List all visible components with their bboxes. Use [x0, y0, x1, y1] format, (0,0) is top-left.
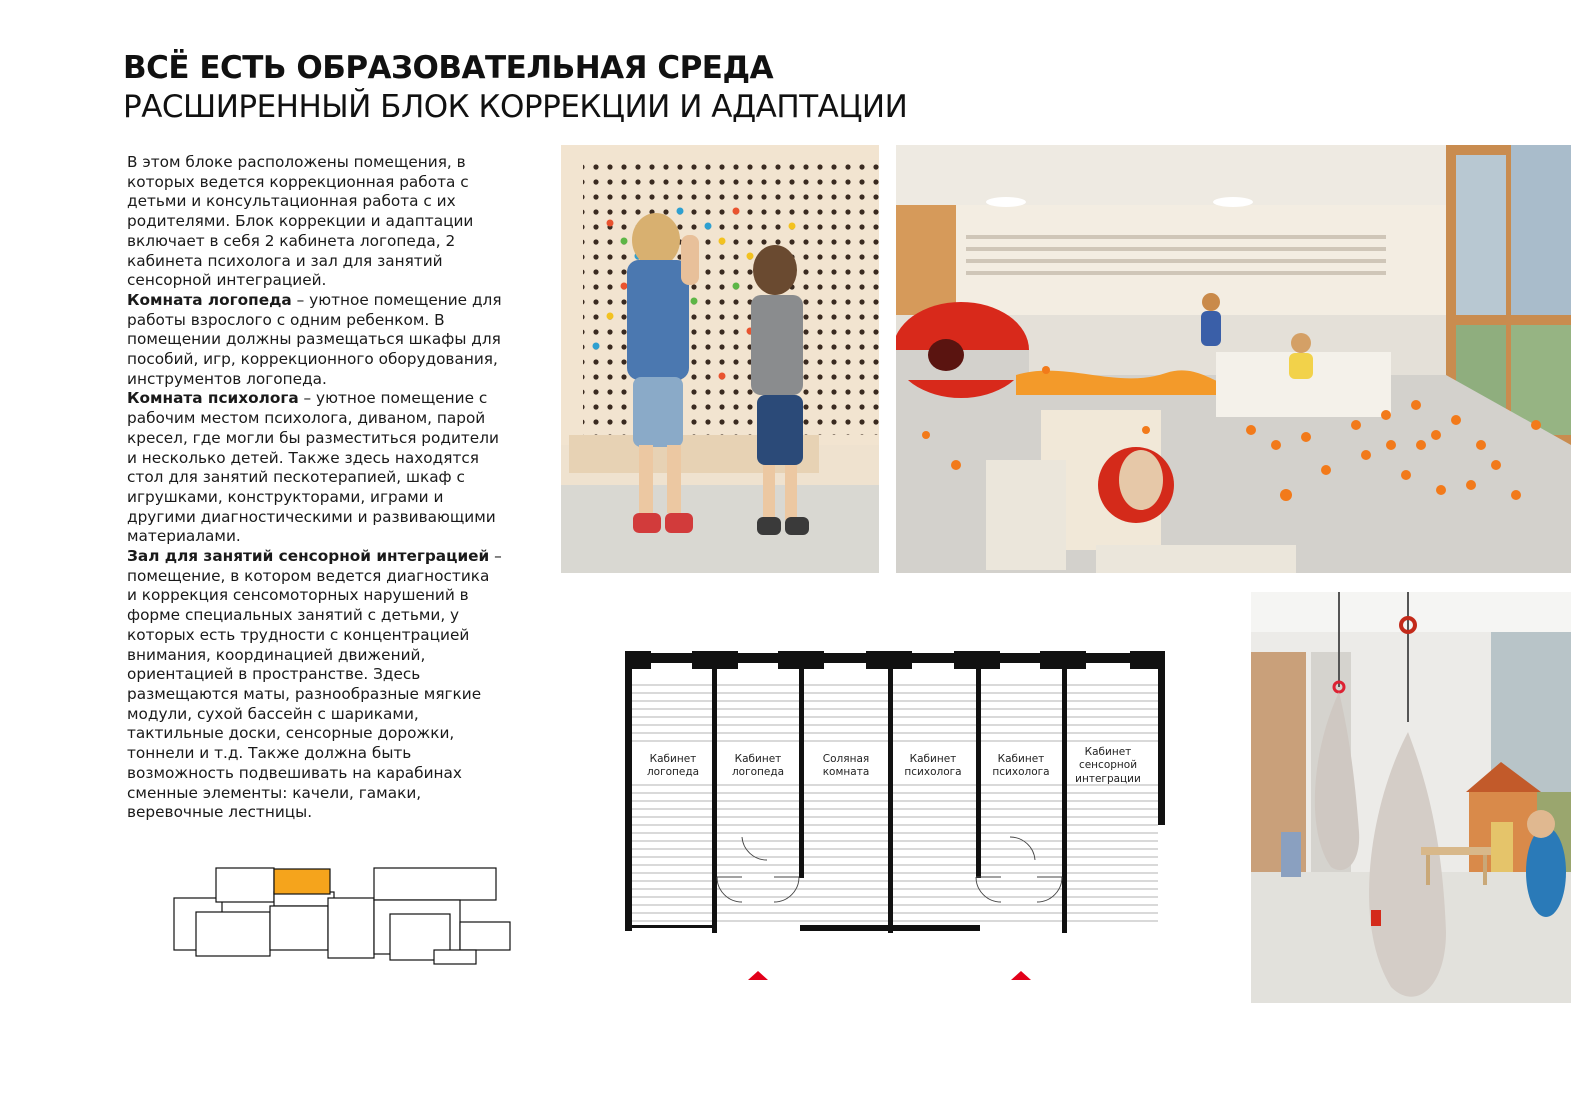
sensory-heading: Зал для занятий сенсорной интеграцией [127, 547, 490, 566]
psych-body: – уютное помещение с рабочим местом психолога, диваном, парой кресел, где могли бы разместиться родители и несколько детей. Также здесь находятся стол для занятий пескотерапией, шкаф с игрушками, конструкторами, играми и другими диагностическими и развивающими материалами. [127, 389, 499, 546]
psych-paragraph [127, 389, 502, 547]
floor-plan [620, 645, 1170, 990]
logoped-paragraph [127, 291, 502, 390]
key-plan [170, 866, 515, 966]
highlighted-block [274, 869, 330, 894]
room-label-4b: психолога [904, 766, 962, 778]
room-label-1b: логопеда [646, 766, 700, 778]
hammock-room-photo [1251, 592, 1571, 1003]
room-label-6a: Кабинет [1084, 746, 1132, 758]
room-label-6c: интеграции [1075, 773, 1141, 785]
intro-paragraph: В этом блоке расположены помещения, в которых ведется коррекционная работа с детьми и консультационная работа с их родителями. Блок коррекции и адаптации включает в себя 2 кабинета логопеда, 2 кабинета психолога и зал для занятий сенсорной интеграцией. [127, 153, 474, 290]
room-label-5b: психолога [992, 766, 1050, 778]
sensory-body: – помещение, в котором ведется диагностика и коррекция сенсомоторных нарушений в форме специальных занятий с детьми, у которых есть трудности с концентрацией внимания, координацией движений, ориентацией в пространстве. Здесь размещаются маты, разнообразные мягкие модули, сухой бассейн с шариками, тактильные доски, сенсорные дорожки, тоннели и т.д. Также должна быть возможность подвешивать на карабинах сменные элементы: качели, гамаки, веревочные лестницы. [127, 547, 502, 822]
room-label-3a: Соляная [822, 753, 870, 765]
entrance-marker-icon [748, 971, 768, 980]
sensory-paragraph [127, 547, 502, 823]
page-subtitle: РАСШИРЕННЫЙ БЛОК КОРРЕКЦИИ И АДАПТАЦИИ [123, 89, 908, 125]
room-label-3b: комната [822, 766, 870, 778]
description-text [127, 153, 502, 823]
page-title: ВСЁ ЕСТЬ ОБРАЗОВАТЕЛЬНАЯ СРЕДА [123, 50, 774, 86]
room-label-1a: Кабинет [649, 753, 697, 765]
room-label-4a: Кабинет [909, 753, 957, 765]
pegboard-photo [561, 145, 879, 573]
psych-heading: Комната психолога [127, 389, 299, 408]
sensory-room-photo [896, 145, 1571, 573]
room-label-5a: Кабинет [997, 753, 1045, 765]
entrance-marker-icon [1011, 971, 1031, 980]
logoped-body: – уютное помещение для работы взрослого с одним ребенком. В помещении должны размещаться шкафы для пособий, игр, коррекционного оборудования, инструментов логопеда. [127, 290, 502, 388]
room-label-2b: логопеда [731, 766, 785, 778]
room-label-2a: Кабинет [734, 753, 782, 765]
room-label-6b: сенсорной [1078, 759, 1138, 771]
logoped-heading: Комната логопеда [127, 290, 292, 309]
